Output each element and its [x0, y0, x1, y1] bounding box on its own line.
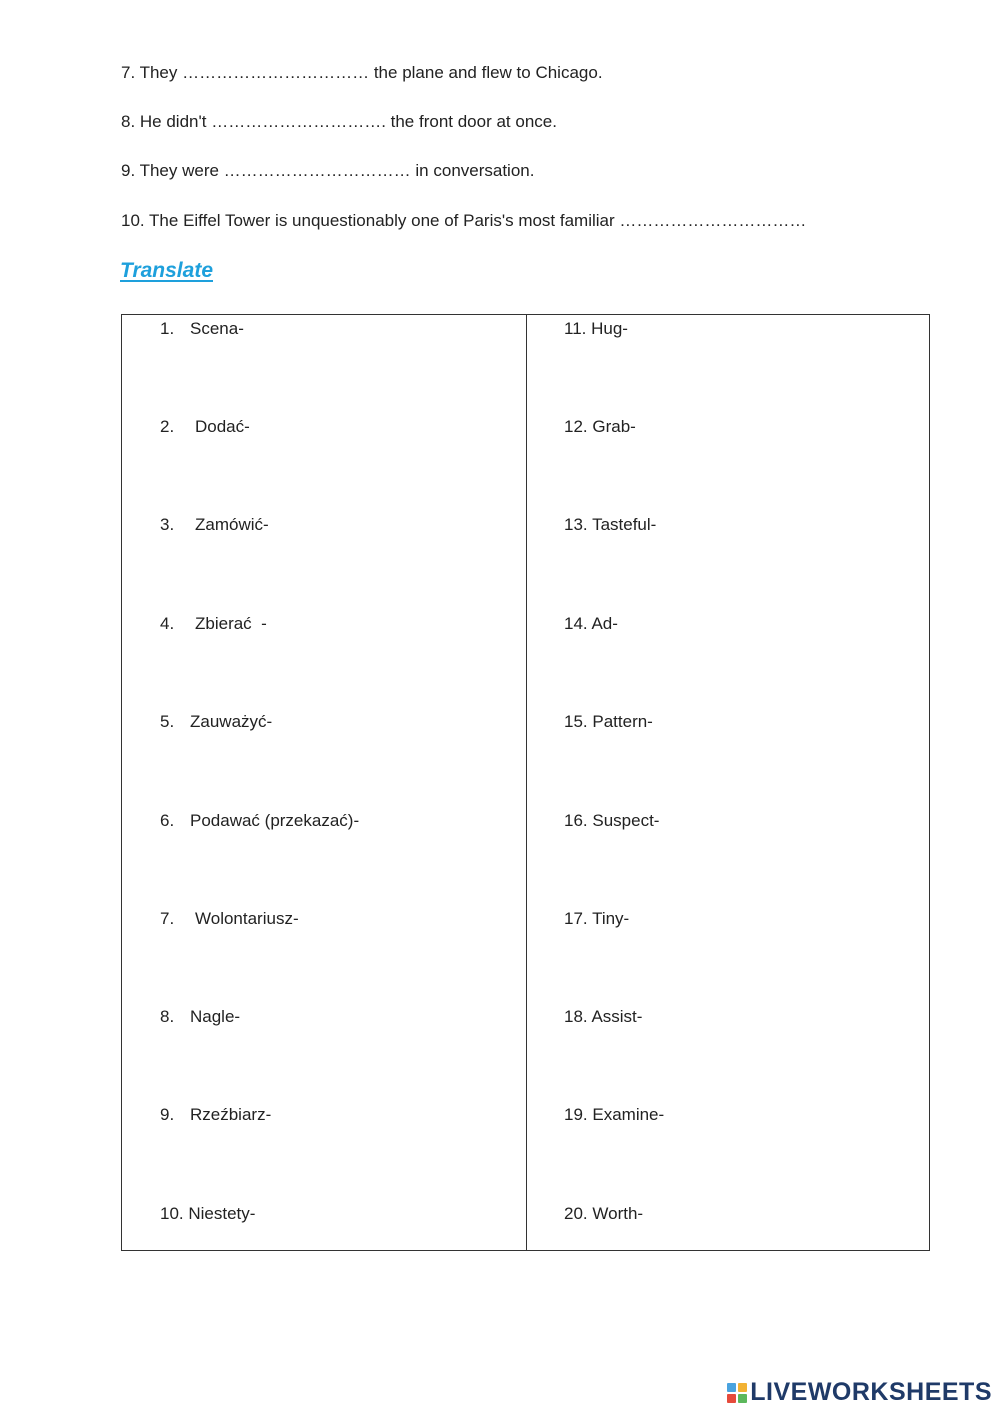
list-item: 5. Zauważyć- — [160, 712, 273, 731]
translate-heading: Translate — [120, 259, 213, 282]
sentence-10: 10. The Eiffel Tower is unquestionably one of Paris's most familiar …………………………… — [121, 211, 807, 230]
table-divider — [526, 315, 527, 1250]
list-item: 15. Pattern- — [564, 712, 653, 731]
sentence-7: 7. They …………………………… the plane and flew to Chicago. — [121, 63, 603, 82]
translation-table — [121, 314, 930, 1251]
list-item: 11. Hug- — [564, 319, 628, 338]
sentence-8: 8. He didn't …………………………. the front door at once. — [121, 112, 557, 131]
logo-text: LIVEWORKSHEETS — [750, 1378, 992, 1406]
list-item: 10. Niestety- — [160, 1204, 256, 1223]
list-item: 12. Grab- — [564, 417, 636, 436]
list-item: 17. Tiny- — [564, 909, 630, 928]
liveworksheets-logo — [727, 1378, 992, 1407]
logo-tile — [738, 1383, 747, 1392]
logo-tile — [727, 1383, 736, 1392]
list-item: 2. Dodać- — [160, 417, 250, 436]
list-item: 14. Ad- — [564, 614, 618, 633]
list-item: 1. Scena- — [160, 319, 244, 338]
list-item: 19. Examine- — [564, 1105, 665, 1124]
logo-tile — [738, 1394, 747, 1403]
list-item: 4. Zbierać - — [160, 614, 267, 633]
logo-tile — [727, 1394, 736, 1403]
list-item: 3. Zamówić- — [160, 515, 269, 534]
list-item: 9. Rzeźbiarz- — [160, 1105, 272, 1124]
sentence-9: 9. They were …………………………… in conversation. — [121, 161, 535, 180]
list-item: 6. Podawać (przekazać)- — [160, 811, 360, 830]
list-item: 13. Tasteful- — [564, 515, 657, 534]
list-item: 18. Assist- — [564, 1007, 643, 1026]
list-item: 16. Suspect- — [564, 811, 660, 830]
logo-icon — [727, 1383, 747, 1403]
list-item: 7. Wolontariusz- — [160, 909, 299, 928]
list-item: 20. Worth- — [564, 1204, 644, 1223]
list-item: 8. Nagle- — [160, 1007, 241, 1026]
